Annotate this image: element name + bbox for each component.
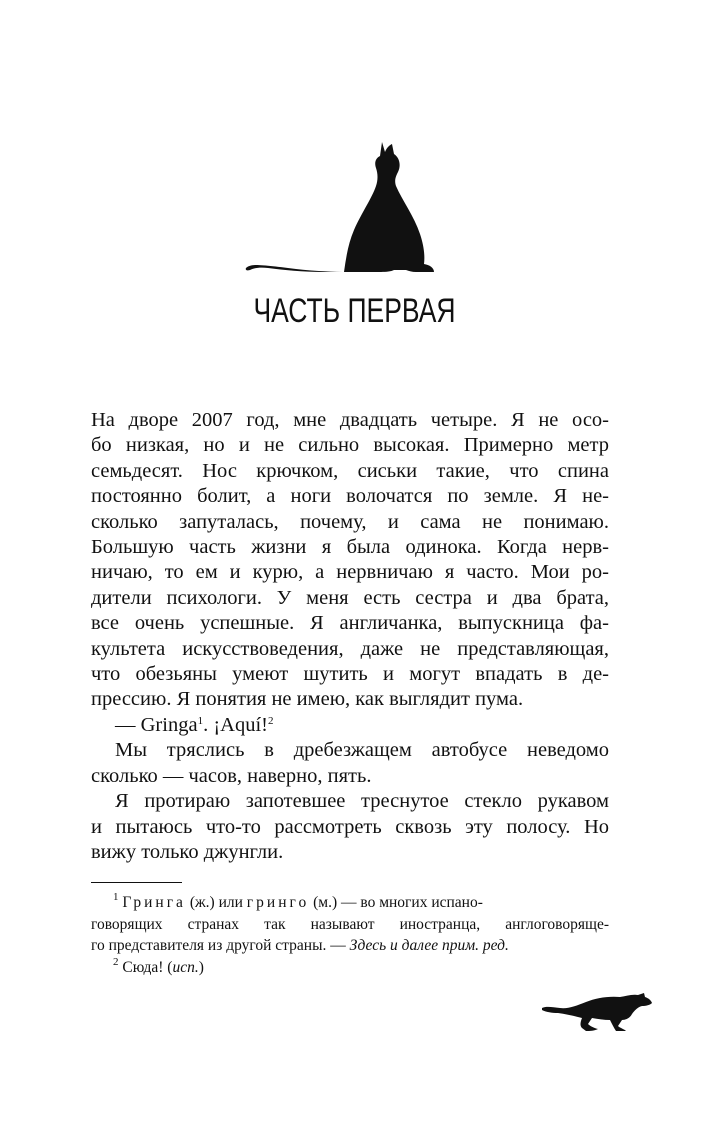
dialogue-text: — Gringa bbox=[115, 713, 198, 736]
footnote-term: гринго bbox=[246, 894, 310, 911]
text-line: дители психологи. У меня есть сестра и два брата, bbox=[91, 586, 609, 609]
paragraph-1 bbox=[91, 408, 609, 713]
footnote-2-mark: 2 bbox=[113, 955, 119, 968]
running-puma-silhouette-icon bbox=[540, 990, 653, 1034]
paragraph-3 bbox=[91, 789, 609, 865]
footnote-text: (ж.) или bbox=[189, 894, 243, 911]
text-line: что обезьяны умеют шутить и могут впадать в де- bbox=[91, 663, 609, 686]
footnote-text: (м.) — во многих испано- bbox=[313, 894, 483, 911]
part-title: ЧАСТЬ ПЕРВАЯ bbox=[253, 292, 456, 330]
footnotes bbox=[91, 892, 609, 978]
footnote-1 bbox=[91, 892, 609, 914]
body-text bbox=[91, 408, 609, 865]
text-line: прессию. Я понятия не имею, как выглядит пума. bbox=[91, 688, 524, 711]
dialogue-line bbox=[91, 713, 609, 738]
sitting-cat-silhouette-icon bbox=[244, 138, 436, 276]
footnote-text: го представителя из другой страны. — bbox=[91, 937, 350, 954]
text-line: и пытаюсь что-то рассмотреть сквозь эту полосу. Но bbox=[91, 815, 609, 838]
text-line: все очень успешные. Я англичанка, выпускница фа- bbox=[91, 612, 609, 635]
text-line: сколько — часов, наверно, пять. bbox=[91, 764, 372, 787]
text-line: Большую часть жизни я была одинока. Когда нерв- bbox=[91, 536, 609, 559]
text-line: сколько запуталась, почему, и сама не понимаю. bbox=[91, 510, 609, 533]
text-line: Я протираю запотевшее треснутое стекло рукавом bbox=[115, 790, 609, 813]
footnote-italic: Здесь и далее прим. ред. bbox=[349, 937, 509, 954]
text-line: семьдесят. Нос крючком, сиськи такие, что спина bbox=[91, 459, 609, 482]
text-line: Мы тряслись в дребезжащем автобусе неведомо bbox=[115, 739, 609, 762]
paragraph-2 bbox=[91, 738, 609, 789]
text-line: постоянно болит, а ноги волочатся по земле. Я не- bbox=[91, 485, 609, 508]
footnote-text: ) bbox=[198, 958, 204, 976]
footnote-2 bbox=[91, 957, 609, 979]
dialogue-text: . ¡Aquí! bbox=[203, 713, 268, 736]
text-line: культета искусствоведения, даже не представляющая, bbox=[91, 637, 609, 660]
footnote-text: Сюда! ( bbox=[122, 958, 173, 976]
text-line: вижу только джунгли. bbox=[91, 840, 284, 863]
footnote-divider bbox=[91, 882, 182, 883]
footnote-1-line-2: говорящих странах так называют иностранца, англоговоряще- bbox=[91, 915, 609, 933]
footnote-ref-2[interactable]: 2 bbox=[267, 714, 274, 727]
footnote-italic: исп. bbox=[172, 958, 199, 976]
text-line: ничаю, то ем и курю, а нервничаю я часто. Мои ро- bbox=[91, 561, 609, 584]
footnote-ref-1[interactable]: 1 bbox=[197, 714, 204, 727]
text-line: бо низкая, но и не сильно высокая. Примерно метр bbox=[91, 434, 609, 457]
footnote-1-mark: 1 bbox=[113, 891, 119, 903]
footnote-term: Гринга bbox=[122, 894, 186, 911]
footnote-1-line-3 bbox=[91, 935, 609, 957]
text-line: На дворе 2007 год, мне двадцать четыре. Я не осо- bbox=[91, 409, 609, 431]
